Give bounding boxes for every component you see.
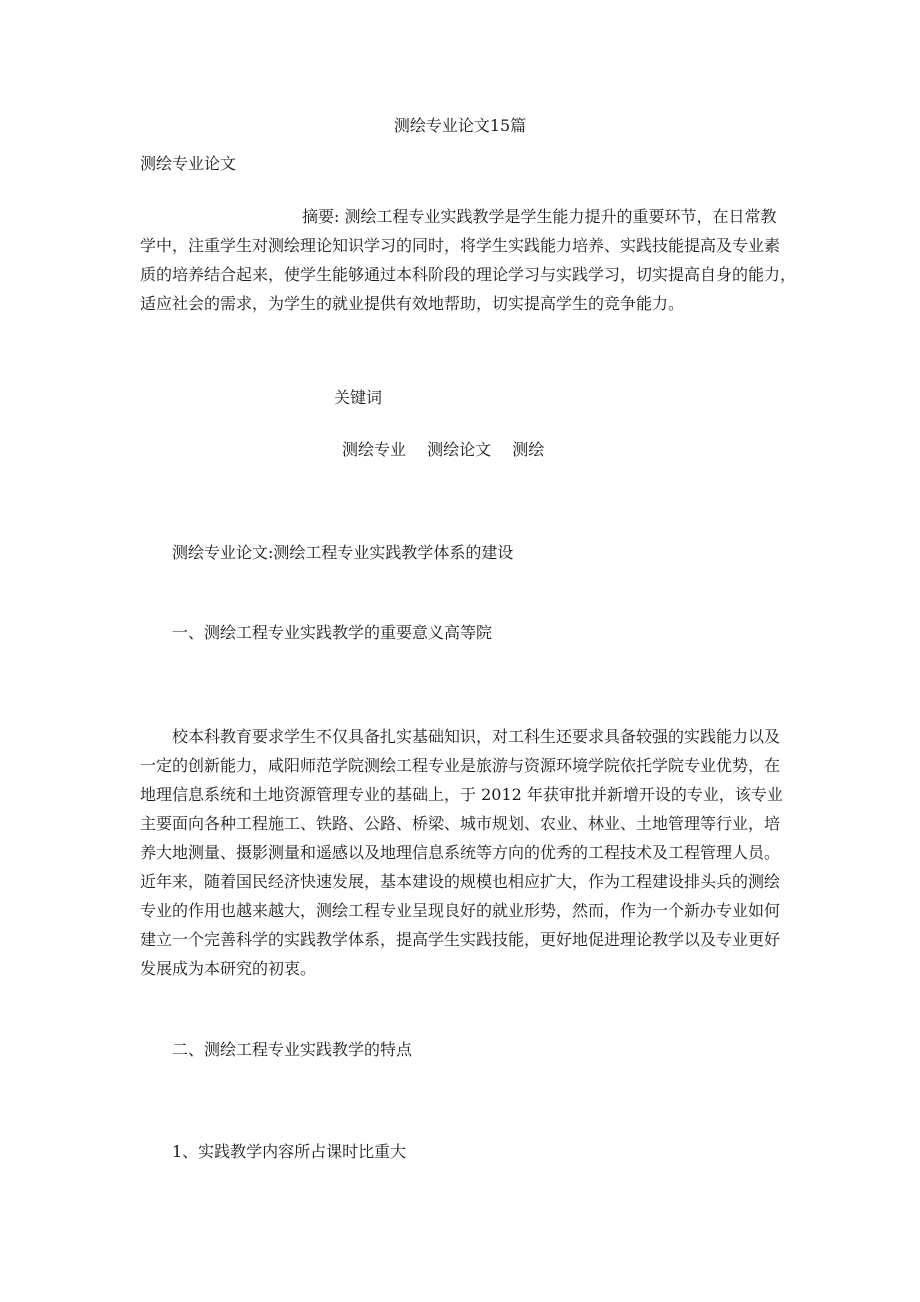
- body-line: 专业的作用也越来越大，测绘工程专业呈现良好的就业形势，然而，作为一个新办专业如何: [140, 901, 781, 920]
- abstract-line: 摘要: 测绘工程专业实践教学是学生能力提升的重要环节，在日常教: [302, 207, 777, 226]
- abstract-paragraph: [140, 202, 797, 318]
- body-line: 一定的创新能力，咸阳师范学院测绘工程专业是旅游与资源环境学院依托学院专业优势，在: [140, 756, 781, 775]
- abstract-line: 质的培养结合起来，使学生能够通过本科阶段的理论学习与实践学习，切实提高自身的能力，: [140, 265, 797, 284]
- keyword: 测绘论文: [427, 440, 492, 459]
- keywords-label: 关键词: [334, 388, 383, 407]
- body-line: 主要面向各种工程施工、铁路、公路、桥梁、城市规划、农业、林业、土地管理等行业，培: [140, 814, 781, 833]
- body-paragraph: [140, 722, 783, 983]
- document-title: 测绘专业论文15篇: [393, 116, 527, 135]
- body-line: 校本科教育要求学生不仅具备扎实基础知识，对工科生还要求具备较强的实践能力以及: [172, 727, 781, 746]
- abstract-line: 学中，注重学生对测绘理论知识学习的同时，将学生实践能力培养、实践技能提高及专业素: [140, 236, 781, 255]
- body-line: 养大地测量、摄影测量和遥感以及地理信息系统等方向的优秀的工程技术及工程管理人员。: [140, 843, 781, 862]
- section-heading-1: 一、测绘工程专业实践教学的重要意义高等院: [172, 623, 493, 642]
- body-line: 近年来，随着国民经济快速发展，基本建设的规模也相应扩大，作为工程建设排头兵的测绘: [140, 872, 781, 891]
- keywords-list: [342, 440, 544, 460]
- body-line: 发展成为本研究的初衷。: [140, 959, 317, 978]
- keyword: 测绘专业: [342, 440, 407, 459]
- document-subtitle: 测绘专业论文: [140, 154, 237, 173]
- subsection-heading-1: 1、实践教学内容所占课时比重大: [172, 1142, 407, 1161]
- article-heading: 测绘专业论文:测绘工程专业实践教学体系的建设: [172, 543, 514, 562]
- section-heading-2: 二、测绘工程专业实践教学的特点: [172, 1040, 413, 1059]
- keyword: 测绘: [512, 440, 545, 459]
- body-line: 建立一个完善科学的实践教学体系，提高学生实践技能，更好地促进理论教学以及专业更好: [140, 930, 781, 949]
- body-line: 地理信息系统和土地资源管理专业的基础上，于 2012 年获审批并新增开设的专业，该专业: [140, 785, 783, 804]
- abstract-line: 适应社会的需求，为学生的就业提供有效地帮助，切实提高学生的竞争能力。: [140, 294, 685, 313]
